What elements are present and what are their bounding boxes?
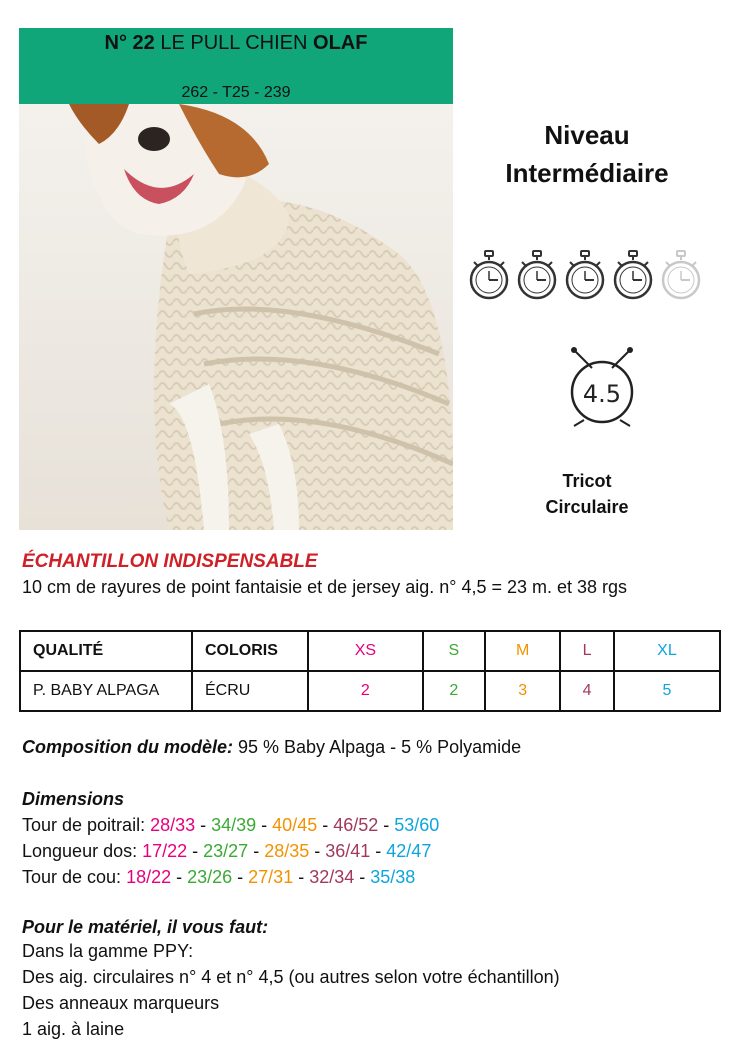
dimension-separator: - [317, 815, 334, 835]
dimension-value-m: 27/31 [248, 867, 294, 887]
pattern-title-name: OLAF [313, 32, 368, 54]
dimensions-title: Dimensions [22, 789, 125, 809]
dimension-value-xl: 42/47 [386, 841, 432, 861]
dimension-label: Longueur dos: [22, 841, 143, 861]
dimension-separator: - [171, 867, 188, 887]
dimension-value-s: 23/27 [203, 841, 249, 861]
dimension-value-l: 36/41 [325, 841, 371, 861]
dimension-separator: - [378, 815, 395, 835]
stopwatch-icon [516, 248, 558, 304]
dimension-value-xs: 17/22 [142, 841, 188, 861]
dimension-separator: - [256, 815, 273, 835]
material-line: Des anneaux marqueurs [22, 993, 220, 1013]
dimension-row [22, 815, 439, 836]
difficulty-level [468, 116, 706, 192]
materials-title: Pour le matériel, il vous faut: [22, 917, 269, 937]
yarn-table [19, 630, 721, 712]
dimension-separator: - [187, 841, 204, 861]
material-line: Dans la gamme PPY: [22, 941, 194, 961]
composition-value: 95 % Baby Alpaga - 5 % Polyamide [233, 737, 522, 757]
stopwatch-icon [660, 248, 702, 304]
dog-illustration [19, 104, 453, 530]
dimension-row [22, 841, 431, 862]
stopwatch-icon [564, 248, 606, 304]
header-quality: QUALITÉ [20, 631, 192, 671]
technique [500, 468, 674, 520]
pattern-title [19, 32, 453, 55]
cell-xs: 2 [308, 671, 423, 711]
header-s: S [423, 631, 485, 671]
dimension-label: Tour de cou: [22, 867, 127, 887]
composition [22, 737, 521, 758]
cell-l: 4 [560, 671, 614, 711]
cell-xl: 5 [614, 671, 720, 711]
swatch-title: ÉCHANTILLON INDISPENSABLE [22, 551, 318, 572]
dimension-value-l: 46/52 [333, 815, 379, 835]
swatch-text: 10 cm de rayures de point fantaisie et de jersey aig. n° 4,5 = 23 m. et 38 rgs [22, 577, 628, 597]
header-m: M [485, 631, 560, 671]
needle-size: 4.5 [582, 380, 622, 408]
dimension-separator: - [354, 867, 371, 887]
dimension-value-xl: 53/60 [394, 815, 440, 835]
stopwatch-icon [468, 248, 510, 304]
stopwatch-icon [612, 248, 654, 304]
header-l: L [560, 631, 614, 671]
yarn-table-header [20, 631, 720, 671]
dimension-value-m: 28/35 [264, 841, 310, 861]
cell-quality: P. BABY ALPAGA [20, 671, 192, 711]
dimension-separator: - [195, 815, 212, 835]
difficulty-value: Intermédiaire [505, 158, 669, 188]
table-row [20, 671, 720, 711]
dimension-value-m: 40/45 [272, 815, 318, 835]
dimension-separator: - [232, 867, 249, 887]
dimension-separator: - [248, 841, 265, 861]
cell-s: 2 [423, 671, 485, 711]
dimension-separator: - [370, 841, 387, 861]
pattern-number: N° 22 [104, 32, 155, 54]
dimension-separator: - [309, 841, 326, 861]
dimension-value-xs: 18/22 [126, 867, 172, 887]
dimension-separator: - [293, 867, 310, 887]
material-line: Des aig. circulaires n° 4 et n° 4,5 (ou autres selon votre échantillon) [22, 967, 560, 987]
dimension-row [22, 867, 415, 888]
material-line: 1 aig. à laine [22, 1019, 125, 1039]
knitting-needles-icon [560, 340, 640, 430]
header-xs: XS [308, 631, 423, 671]
dimension-value-l: 32/34 [309, 867, 355, 887]
dimension-value-s: 34/39 [211, 815, 257, 835]
cell-color: ÉCRU [192, 671, 308, 711]
difficulty-label: Niveau [544, 120, 630, 150]
header-color: COLORIS [192, 631, 308, 671]
composition-label: Composition du modèle: [22, 737, 233, 757]
dimension-value-xl: 35/38 [370, 867, 416, 887]
cell-m: 3 [485, 671, 560, 711]
dimension-label: Tour de poitrail: [22, 815, 151, 835]
difficulty-rating [468, 248, 708, 304]
pattern-title-main: LE PULL CHIEN [160, 32, 308, 54]
technique-line1: Tricot [562, 471, 612, 491]
technique-line2: Circulaire [545, 497, 629, 517]
dimension-value-s: 23/26 [187, 867, 233, 887]
pattern-reference: 262 - T25 - 239 [181, 84, 291, 101]
header-xl: XL [614, 631, 720, 671]
dimension-value-xs: 28/33 [150, 815, 196, 835]
dog-sweater-photo [19, 104, 453, 530]
title-banner [19, 28, 453, 104]
